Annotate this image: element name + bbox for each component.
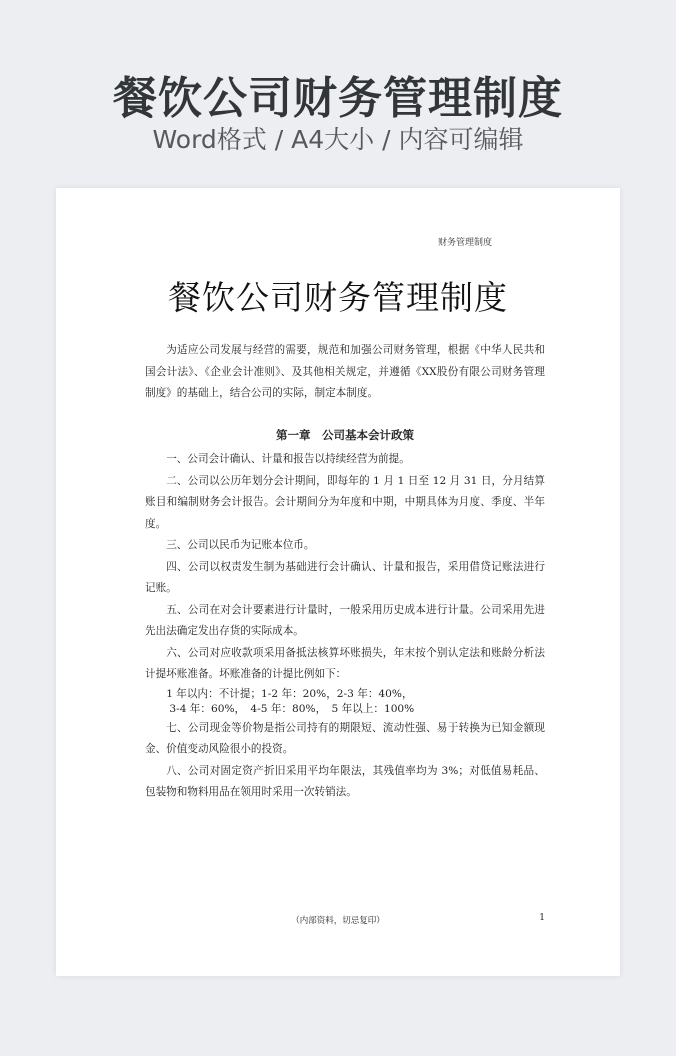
banner-subtitle: Word格式 / A4大小 / 内容可编辑 — [152, 125, 524, 154]
paragraph-8: 八、公司对固定资产折旧采用平均年限法，其残值率均为 3%；对低值易耗品、包装物和物料用品在领用时采用一次转销法。 — [145, 764, 545, 798]
paragraph-1: 一、公司会计确认、计量和报告以持续经营为前提。 — [166, 453, 410, 465]
paragraph-7: 七、公司现金等价物是指公司持有的期限短、流动性强、易于转换为已知金额现金、价值变动风险很小的投资。 — [145, 721, 545, 755]
footer-note: （内部资料，切忌复印） — [291, 916, 385, 926]
intro-paragraph: 为适应公司发展与经营的需要，规范和加强公司财务管理，根据《中华人民共和国会计法》、《企业会计准则》、及其他相关规定，并遵循《XX股份有限公司财务管理制度》的基础上，结合公司的实际，制定本制度。 — [145, 344, 545, 399]
chapter-heading: 第一章 公司基本会计政策 — [276, 427, 414, 442]
document-title: 餐饮公司财务管理制度 — [168, 278, 508, 317]
document-page — [56, 188, 620, 976]
bad-debt-ratio-list — [145, 687, 545, 717]
ratio-line-1: 1 年以内：不计提；1-2 年：20%，2-3 年：40%， — [166, 687, 413, 700]
paragraph-4: 四、公司以权责发生制为基础进行会计确认、计量和报告，采用借贷记账法进行记账。 — [145, 560, 545, 594]
page-number: 1 — [539, 913, 545, 923]
paragraph-2: 二、公司以公历年划分会计期间，即每年的 1 月 1 日至 12 月 31 日，分月结算账目和编制财务会计报告。会计期间分为年度和中期，中期具体为月度、季度、半年度。 — [145, 474, 545, 530]
running-header: 财务管理制度 — [437, 238, 492, 248]
document-body — [145, 340, 545, 804]
banner-title: 餐饮公司财务管理制度 — [113, 73, 563, 124]
paragraph-6: 六、公司对应收款项采用备抵法核算坏账损失，年末按个别认定法和账龄分析法计提坏账准备。坏账准备的计提比例如下： — [145, 646, 545, 680]
ratio-line-2: 3-4 年：60%， 4-5 年：80%， 5 年以上：100% — [169, 702, 415, 715]
paragraph-5: 五、公司在对会计要素进行计量时，一般采用历史成本进行计量。公司采用先进先出法确定发出存货的实际成本。 — [145, 603, 545, 637]
paragraph-3: 三、公司以民币为记账本位币。 — [166, 539, 315, 551]
